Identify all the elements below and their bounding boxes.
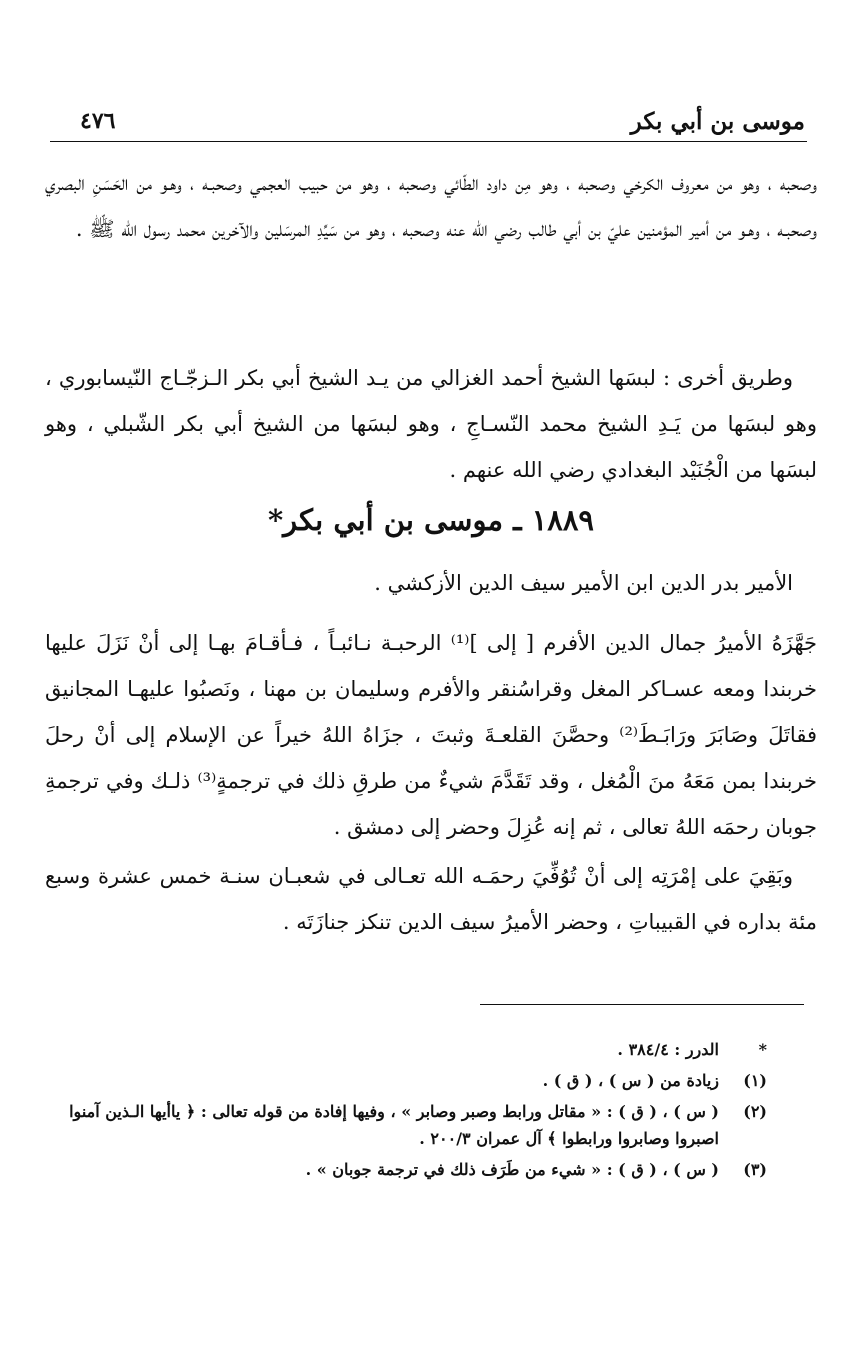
footnote-marker: (٣) bbox=[743, 1160, 767, 1179]
page-number: ٤٧٦ bbox=[80, 108, 116, 134]
paragraph-text: وصحبه ، وهو من معروف الكرخي وصحبه ، وهو مِن داود الطّائي وصحبه ، وهو من حبيب العجمي وصحبـه ، وهـو من الحَسَنِ البصري وصحبـه ، وهـو من أمير المؤمنين عليّ بن أبي طالب رضي الله عنه وصحبه ، وهو من سَيِّدِ المرسَلين والآخرين محمد رسول الله ﷺ . bbox=[45, 171, 817, 241]
footnote-3 bbox=[40, 1156, 767, 1183]
paragraph-text: الأمير بدر الدين ابن الأمير سيف الدين الأزكشي . bbox=[374, 571, 793, 595]
footnote-text: ( س ) ، ( ق ) : « مقاتل ورابط وصبر وصابر » ، وفيها إفادة من قوله تعالى : ﴿ ياأيها الـذين آمنوا اصبروا وصابروا ورابطوا ﴾ آل عمران ٢٠٠/٣ . bbox=[69, 1102, 719, 1148]
footnote-marker: (١) bbox=[743, 1071, 767, 1090]
paragraph-biography bbox=[45, 620, 817, 850]
footnote-marker: (٢) bbox=[743, 1102, 767, 1121]
footnote-text: الدرر : ٣٨٤/٤ . bbox=[617, 1040, 719, 1059]
footnote-text: زيادة من ( س ) ، ( ق ) . bbox=[542, 1071, 719, 1090]
footnote-2 bbox=[40, 1098, 767, 1152]
paragraph-text: وطريق أخرى : لبسَها الشيخ أحمد الغزالي من يـد الشيخ أبي بكر الـزجّـاج النّيسابوري ، وهو لبسَها من يَـدِ الشيخ محمد النّسـاجِ ، وهو لبسَها من الشيخ أبي بكر الشّبلي ، وهو لبسَها من الْجُنَيْد البغدادي رضي الله عنهم . bbox=[45, 366, 817, 482]
paragraph-text: جَهَّزَهُ الأميرُ جمال الدين الأفرم [ إلى ]⁽¹⁾ الرحبـة نـائبـاً ، فـأقـامَ بهـا إلى أنْ نَزَلَ عليها خربندا ومعه عسـاكر المغل وقراسُنقر والأفرم وسليمان بن مهنا ، ونَصبُوا عليهـا المجانيق فقاتَلَ وصَابَرَ ورَابَـطَ⁽²⁾ وحصَّنَ القلعـةَ وثبتَ ، جزَاهُ اللهُ خيراً عن الإسلام إلى أنْ رحلَ خربندا بمن مَعَهُ منَ الْمُغل ، وقد تَقَدَّمَ شيءٌ من طرقِ ذلك في ترجمةٍ⁽³⁾ ذلـك وفي ترجمةِ جوبان رحمَه اللهُ تعالى ، ثم إنه عُزِلَ وحضر إلى دمشق . bbox=[45, 631, 817, 839]
footnote-text: ( س ) ، ( ق ) : « شيء من طَرَف ذلك في ترجمة جوبان » . bbox=[305, 1160, 719, 1179]
running-header bbox=[60, 100, 805, 140]
footnote-1 bbox=[40, 1067, 767, 1094]
paragraph-chain-of-transmission bbox=[45, 160, 817, 252]
footnote-source bbox=[40, 1036, 767, 1063]
paragraph-another-path bbox=[45, 355, 817, 493]
entry-heading: ١٨٨٩ ـ موسى بن أبي بكر* bbox=[268, 503, 594, 537]
paragraph-lineage bbox=[45, 560, 817, 606]
paragraph-text: وبَقِيَ على إمْرَتِه إلى أنْ تُوُفِّيَ رحمَـه الله تعـالى في شعبـان سنـة خمس عشرة وسبع مئة بداره في القبيباتِ ، وحضر الأميرُ سيف الدين تنكز جنازَتَه . bbox=[45, 864, 817, 934]
footnotes bbox=[40, 1036, 767, 1183]
footnote-marker: * bbox=[758, 1040, 767, 1059]
paragraph-death bbox=[45, 853, 817, 945]
header-divider bbox=[50, 141, 807, 142]
running-header-title: موسى بن أبي بكر bbox=[630, 108, 805, 135]
footnote-divider bbox=[480, 1004, 804, 1005]
